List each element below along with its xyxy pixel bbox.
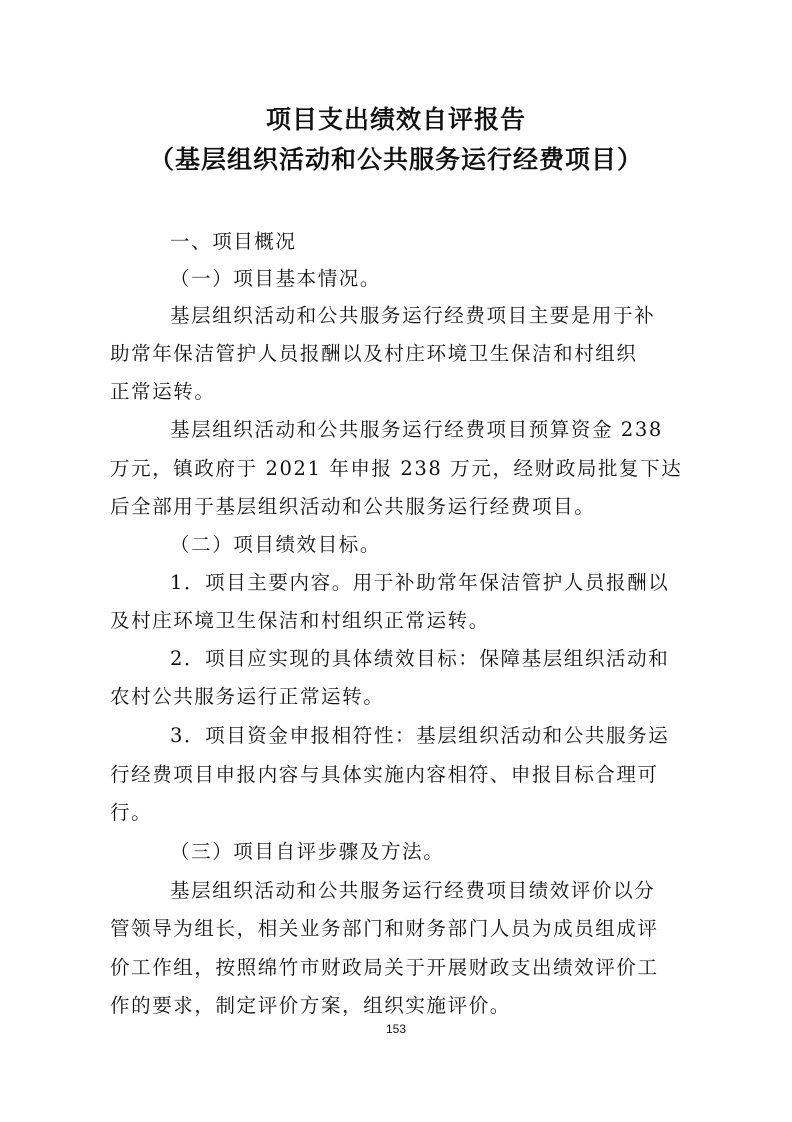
paragraph-line: 后全部用于基层组织活动和公共服务运行经费项目。 [110, 495, 596, 518]
paragraph-line: 基层组织活动和公共服务运行经费项目预算资金 238 [170, 418, 663, 441]
paragraph-line: 管领导为组长，相关业务部门和财务部门人员为成员组成评 [110, 917, 659, 940]
paragraph-line: 农村公共服务运行正常运转。 [110, 685, 385, 708]
paragraph-line: 3．项目资金申报相符性：基层组织活动和公共服务运 [170, 724, 670, 747]
subsection-heading-basic-info: （一）项目基本情况。 [170, 267, 382, 290]
subsection-heading-performance-goals: （二）项目绩效目标。 [170, 533, 382, 556]
paragraph-line: 万元，镇政府于 2021 年申报 238 万元，经财政局批复下达 [110, 457, 683, 480]
subsection-heading-evaluation-steps: （三）项目自评步骤及方法。 [170, 840, 445, 863]
paragraph-line: 作的要求，制定评价方案，组织实施评价。 [110, 994, 511, 1017]
paragraph-line: 价工作组，按照绵竹市财政局关于开展财政支出绩效评价工 [110, 956, 659, 979]
report-subtitle: （基层组织活动和公共服务运行经费项目） [148, 145, 643, 174]
paragraph-line: 正常运转。 [110, 380, 216, 403]
paragraph-line: 1．项目主要内容。用于补助常年保洁管护人员报酬以 [170, 571, 670, 594]
paragraph-line: 行。 [110, 801, 153, 824]
paragraph-line: 基层组织活动和公共服务运行经费项目主要是用于补 [170, 304, 656, 327]
paragraph-line: 行经费项目申报内容与具体实施内容相符、申报目标合理可 [110, 763, 659, 786]
report-title: 项目支出绩效自评报告 [265, 105, 526, 134]
section-heading-overview: 一、项目概况 [170, 230, 297, 253]
paragraph-line: 及村庄环境卫生保洁和村组织正常运转。 [110, 609, 490, 632]
paragraph-line: 2．项目应实现的具体绩效目标：保障基层组织活动和 [170, 647, 670, 670]
page-number: 153 [385, 1022, 407, 1036]
paragraph-line: 基层组织活动和公共服务运行经费项目绩效评价以分 [170, 879, 656, 902]
paragraph-line: 助常年保洁管护人员报酬以及村庄环境卫生保洁和村组织 [110, 342, 638, 365]
